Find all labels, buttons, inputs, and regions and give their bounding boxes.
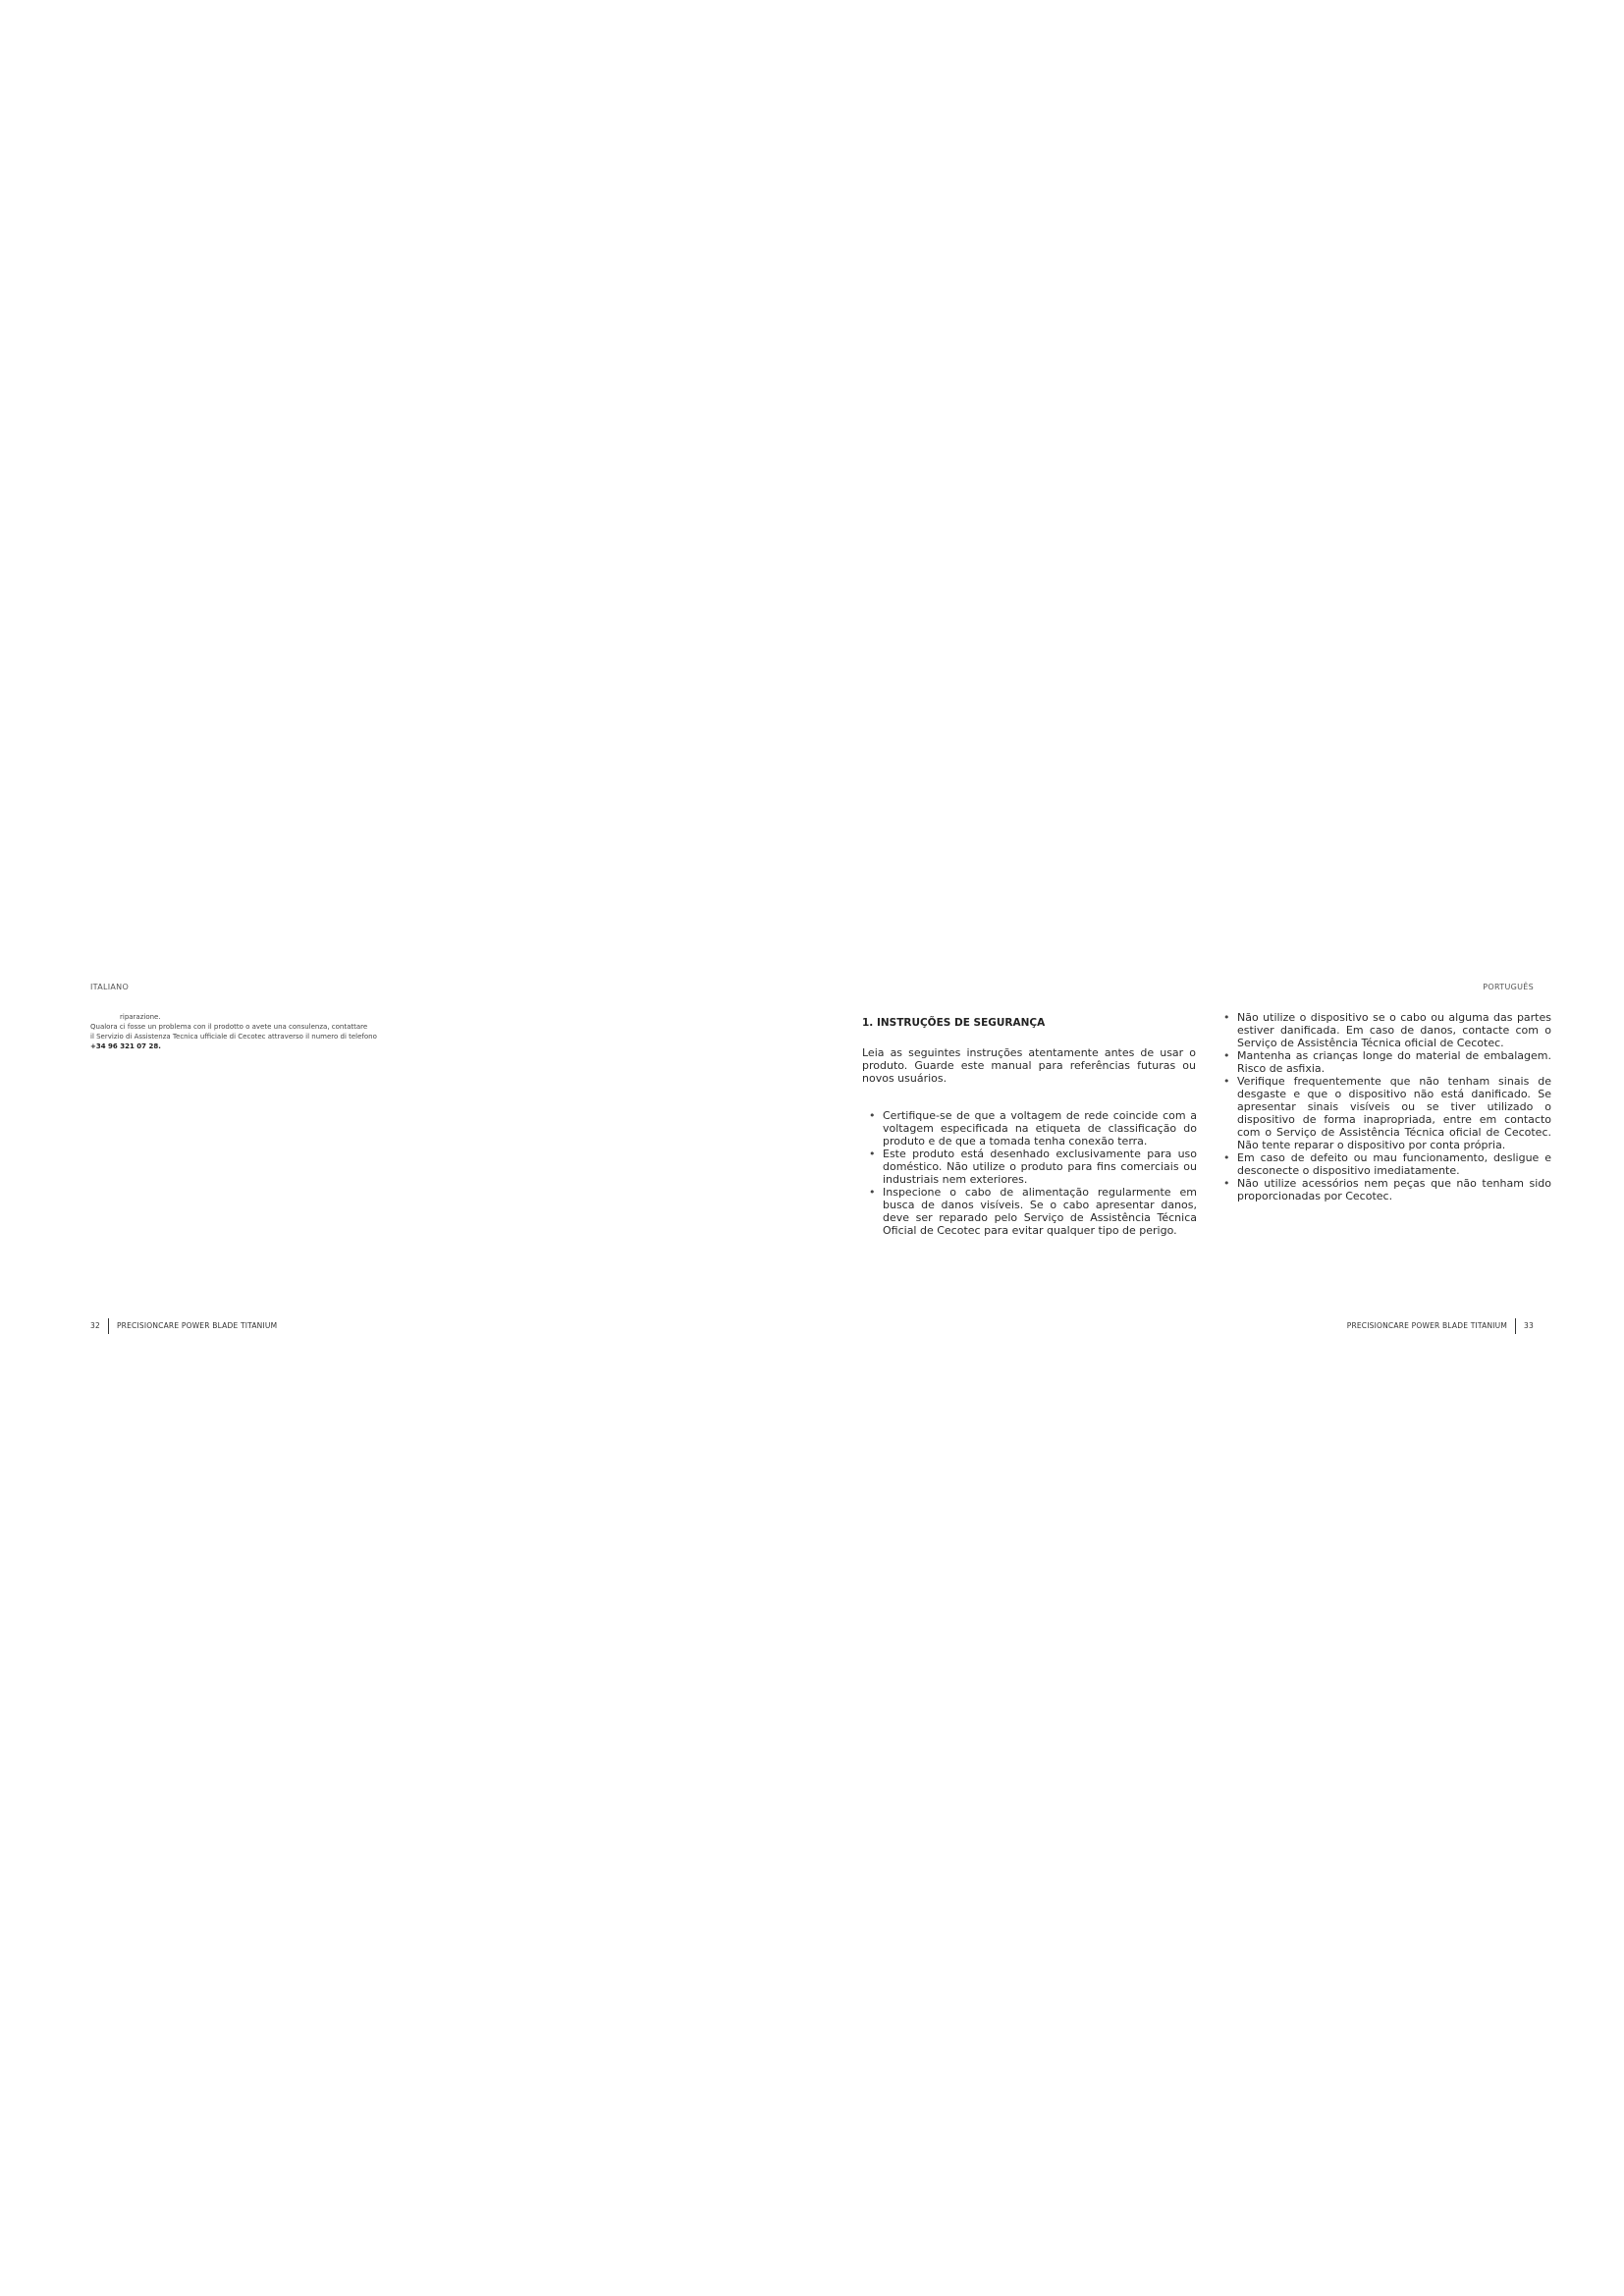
italian-line-3: il Servizio di Assistenza Tecnica ufficiale di Cecotec attraverso il numero di telefono (90, 1033, 377, 1041)
section-heading: 1. INSTRUÇÕES DE SEGURANÇA (862, 1017, 1046, 1029)
italian-line-2: Qualora ci fosse un problema con il prodotto o avete una consulenza, contattare (90, 1023, 368, 1031)
list-item: • Este produto está desenhado exclusivamente para uso doméstico. Não utilize o produto para fins comerciais ou industriais nem exteriores. (857, 1148, 1197, 1186)
italian-fragment (90, 1012, 444, 1051)
italian-phone: +34 96 321 07 28. (90, 1042, 161, 1050)
footer-separator (1515, 1318, 1516, 1334)
page-number-left: 32 (90, 1321, 100, 1330)
list-item: • Não utilize acessórios nem peças que não tenham sido proporcionadas por Cecotec. (1212, 1177, 1551, 1202)
language-label-portugues: PORTUGUÊS (1483, 983, 1534, 991)
footer-right (1347, 1318, 1534, 1334)
list-item: • Mantenha as crianças longe do material de embalagem. Risco de asfixia. (1212, 1049, 1551, 1075)
list-item: • Certifique-se de que a voltagem de rede coincide com a voltagem especificada na etiqueta de classificação do produto e de que a tomada tenha conexão terra. (857, 1109, 1197, 1148)
list-item: • Em caso de defeito ou mau funcionamento, desligue e desconecte o dispositivo imediatamente. (1212, 1151, 1551, 1177)
list-item: • Verifique frequentemente que não tenham sinais de desgaste e que o dispositivo não está danificado. Se apresentar sinais visíveis ou se tiver utilizado o dispositivo de forma inapropriada, entre em contacto com o Serviço de Assistência Técnica oficial de Cecotec. Não tente reparar o dispositivo por conta própria. (1212, 1075, 1551, 1151)
footer-product-left: PRECISIONCARE POWER BLADE TITANIUM (116, 1321, 278, 1330)
footer-left (90, 1318, 277, 1334)
bullet-list-column-2 (1212, 1011, 1551, 1202)
intro-paragraph: Leia as seguintes instruções atentamente antes de usar o produto. Guarde este manual para referências futuras ou novos usuários. (862, 1046, 1196, 1085)
page-number-right: 33 (1524, 1321, 1534, 1330)
language-label-italiano: ITALIANO (90, 983, 130, 991)
italian-line-1: riparazione. (120, 1013, 161, 1021)
list-item: • Não utilize o dispositivo se o cabo ou alguma das partes estiver danificada. Em caso de danos, contacte com o Serviço de Assistência Técnica oficial de Cecotec. (1212, 1011, 1551, 1049)
bullet-list-column-1 (857, 1109, 1197, 1237)
footer-separator (108, 1318, 109, 1334)
list-item: • Inspecione o cabo de alimentação regularmente em busca de danos visíveis. Se o cabo apresentar danos, deve ser reparado pelo Serviço de Assistência Técnica Oficial de Cecotec para evitar qualquer tipo de perigo. (857, 1186, 1197, 1237)
footer-product-right: PRECISIONCARE POWER BLADE TITANIUM (1346, 1321, 1508, 1330)
